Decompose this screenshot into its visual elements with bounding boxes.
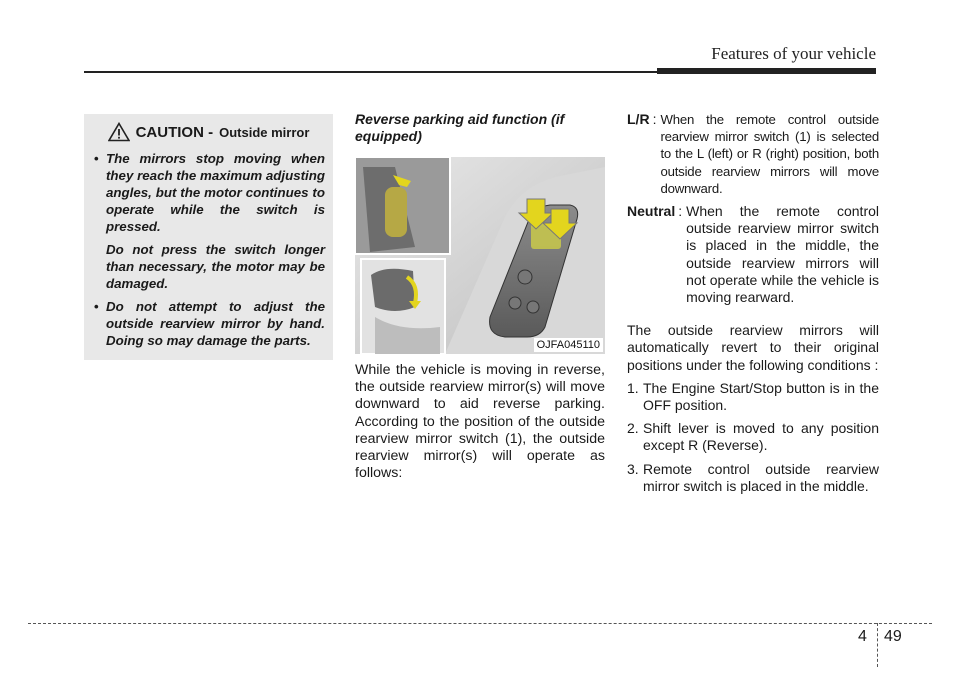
definition-text: When the remote control outside rearview mirror switch is placed in the middle, the outside rearview mirrors will not operate while the vehicle is moving rearward. xyxy=(686,203,879,306)
list-number: 1. xyxy=(627,379,639,396)
caution-bullet xyxy=(92,150,325,292)
list-text: Shift lever is moved to any position except R (Reverse). xyxy=(643,420,879,454)
definition-separator: : xyxy=(652,111,657,127)
page-number: 49 xyxy=(884,628,902,645)
revert-intro: The outside rearview mirrors will automatically revert to their original positions under the following conditions : xyxy=(627,322,879,373)
list-text: The Engine Start/Stop button is in the OFF position. xyxy=(643,379,879,414)
caution-subject: Outside mirror xyxy=(219,124,310,140)
caution-text: • Do not attempt to adjust the outside rearview mirror by hand. Doing so may damage the parts. xyxy=(106,299,325,348)
right-column xyxy=(627,111,879,501)
caution-list xyxy=(92,150,325,349)
definition-separator: : xyxy=(678,203,683,220)
caution-label: CAUTION - xyxy=(135,123,214,141)
list-item xyxy=(627,380,879,414)
header-rule xyxy=(84,71,876,73)
caution-text: • The mirrors stop moving when they reach the maximum adjusting angles, but the motor continues to operate while the switch is pressed. xyxy=(106,151,325,234)
warning-triangle-icon xyxy=(108,122,130,142)
mirror-switch-figure xyxy=(355,157,605,354)
caution-box xyxy=(84,114,333,360)
list-number: 3. xyxy=(627,460,639,477)
footer-divider xyxy=(877,623,878,667)
caution-bullet xyxy=(92,298,325,349)
section-title: Reverse parking aid function (if equipped) xyxy=(355,111,565,144)
list-number: 2. xyxy=(627,420,639,437)
definition-term: Neutral xyxy=(627,203,676,220)
caution-text: Do not press the switch longer than necessary, the motor may be damaged. xyxy=(106,242,325,291)
section-body: While the vehicle is moving in reverse, the outside rearview mirror(s) will move downward to aid reverse parking. According to the position of the outside rearview mirror switch (1), the outside rearview mirror(s) will operate as follows: xyxy=(355,362,605,482)
mirror-switch-illustration xyxy=(355,157,605,354)
definition-term: L/R xyxy=(627,111,650,127)
definition-text: When the remote control outside rearview mirror switch (1) is selected to the L (left) or R (right) position, both outside rearview mirrors will move downward. xyxy=(660,112,879,196)
figure-code: OJFA045110 xyxy=(534,338,603,352)
caution-heading xyxy=(92,122,325,142)
footer-rule xyxy=(28,623,932,624)
definition-item xyxy=(627,111,879,197)
list-text: Remote control outside rearview mirror switch is placed in the middle. xyxy=(643,460,879,494)
list-item xyxy=(627,420,879,454)
running-header: Features of your vehicle xyxy=(711,44,876,63)
definition-item xyxy=(627,203,879,306)
list-item xyxy=(627,461,879,495)
chapter-number: 4 xyxy=(858,628,867,645)
